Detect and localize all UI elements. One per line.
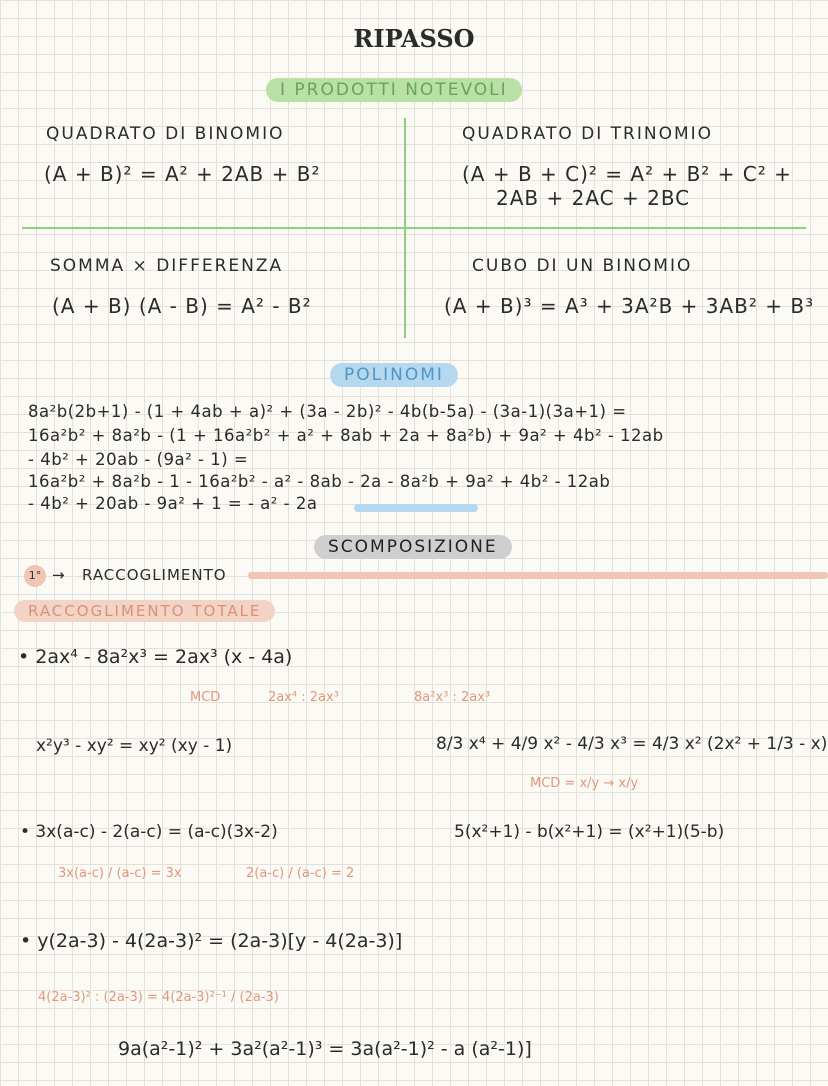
example-1-note-mcd: MCD <box>190 690 221 705</box>
example-7-formula: 9a(a²-1)² + 3a²(a²-1)³ = 3a(a²-1)² - a (a²-1)] <box>118 1038 532 1060</box>
formula-quadrato-trinomio-2: 2AB + 2AC + 2BC <box>496 186 691 210</box>
section-bar-raccoglimento <box>248 572 828 579</box>
label-cubo-binomio: CUBO DI UN BINOMIO <box>472 256 693 276</box>
formula-somma-differenza: (A + B) (A - B) = A² - B² <box>52 294 312 318</box>
polinomi-line-3: - 4b² + 20ab - (9a² - 1) = <box>28 450 249 469</box>
example-3-formula: 8/3 x⁴ + 4/9 x² - 4/3 x³ = 4/3 x² (2x² + 1/3 - x) <box>436 734 828 754</box>
polinomi-line-5: - 4b² + 20ab - 9a² + 1 = - a² - 2a <box>28 494 318 513</box>
sub-label-raccoglimento-totale: RACCOGLIMENTO TOTALE <box>14 600 275 622</box>
section-heading-prodotti: I PRODOTTI NOTEVOLI <box>266 78 522 102</box>
section-heading-polinomi: POLINOMI <box>330 363 458 387</box>
section-heading-scomposizione: SCOMPOSIZIONE <box>314 535 512 559</box>
label-quadrato-binomio: QUADRATO DI BINOMIO <box>46 124 285 144</box>
label-quadrato-trinomio: QUADRATO DI TRINOMIO <box>462 124 714 144</box>
example-3-note: MCD = x/y → x/y <box>530 776 639 791</box>
example-5-formula: 5(x²+1) - b(x²+1) = (x²+1)(5-b) <box>454 822 725 842</box>
result-highlight <box>354 504 478 512</box>
example-1-note-2: 8a²x³ : 2ax³ <box>414 690 491 705</box>
polinomi-line-2: 16a²b² + 8a²b - (1 + 16a²b² + a² + 8ab + 2a + 8a²b) + 9a² + 4b² - 12ab <box>28 426 664 445</box>
example-1-note-1: 2ax⁴ : 2ax³ <box>268 690 339 705</box>
page-title: RIPASSO <box>353 24 475 53</box>
example-4-note-1: 3x(a-c) / (a-c) = 3x <box>58 866 182 881</box>
example-2-formula: x²y³ - xy² = xy² (xy - 1) <box>36 736 233 756</box>
label-somma-differenza: SOMMA × DIFFERENZA <box>50 256 284 276</box>
example-6-formula: • y(2a-3) - 4(2a-3)² = (2a-3)[y - 4(2a-3)] <box>20 930 403 952</box>
arrow-right-icon: → <box>52 566 65 584</box>
formula-quadrato-trinomio-1: (A + B + C)² = A² + B² + C² + <box>462 162 792 186</box>
formula-cubo-binomio: (A + B)³ = A³ + 3A²B + 3AB² + B³ <box>444 294 815 318</box>
divider-horizontal <box>22 227 806 229</box>
example-6-note: 4(2a-3)² : (2a-3) = 4(2a-3)²⁻¹ / (2a-3) <box>38 990 279 1005</box>
example-4-formula: • 3x(a-c) - 2(a-c) = (a-c)(3x-2) <box>20 822 278 842</box>
example-1-formula: • 2ax⁴ - 8a²x³ = 2ax³ (x - 4a) <box>18 646 293 668</box>
example-4-note-2: 2(a-c) / (a-c) = 2 <box>246 866 355 881</box>
polinomi-line-1: 8a²b(2b+1) - (1 + 4ab + a)² + (3a - 2b)² - 4b(b-5a) - (3a-1)(3a+1) = <box>28 402 627 421</box>
step-label: RACCOGLIMENTO <box>82 566 227 584</box>
step-number-badge: 1° <box>24 565 46 587</box>
formula-quadrato-binomio: (A + B)² = A² + 2AB + B² <box>44 162 321 186</box>
polinomi-line-4: 16a²b² + 8a²b - 1 - 16a²b² - a² - 8ab - 2a - 8a²b + 9a² + 4b² - 12ab <box>28 472 611 491</box>
